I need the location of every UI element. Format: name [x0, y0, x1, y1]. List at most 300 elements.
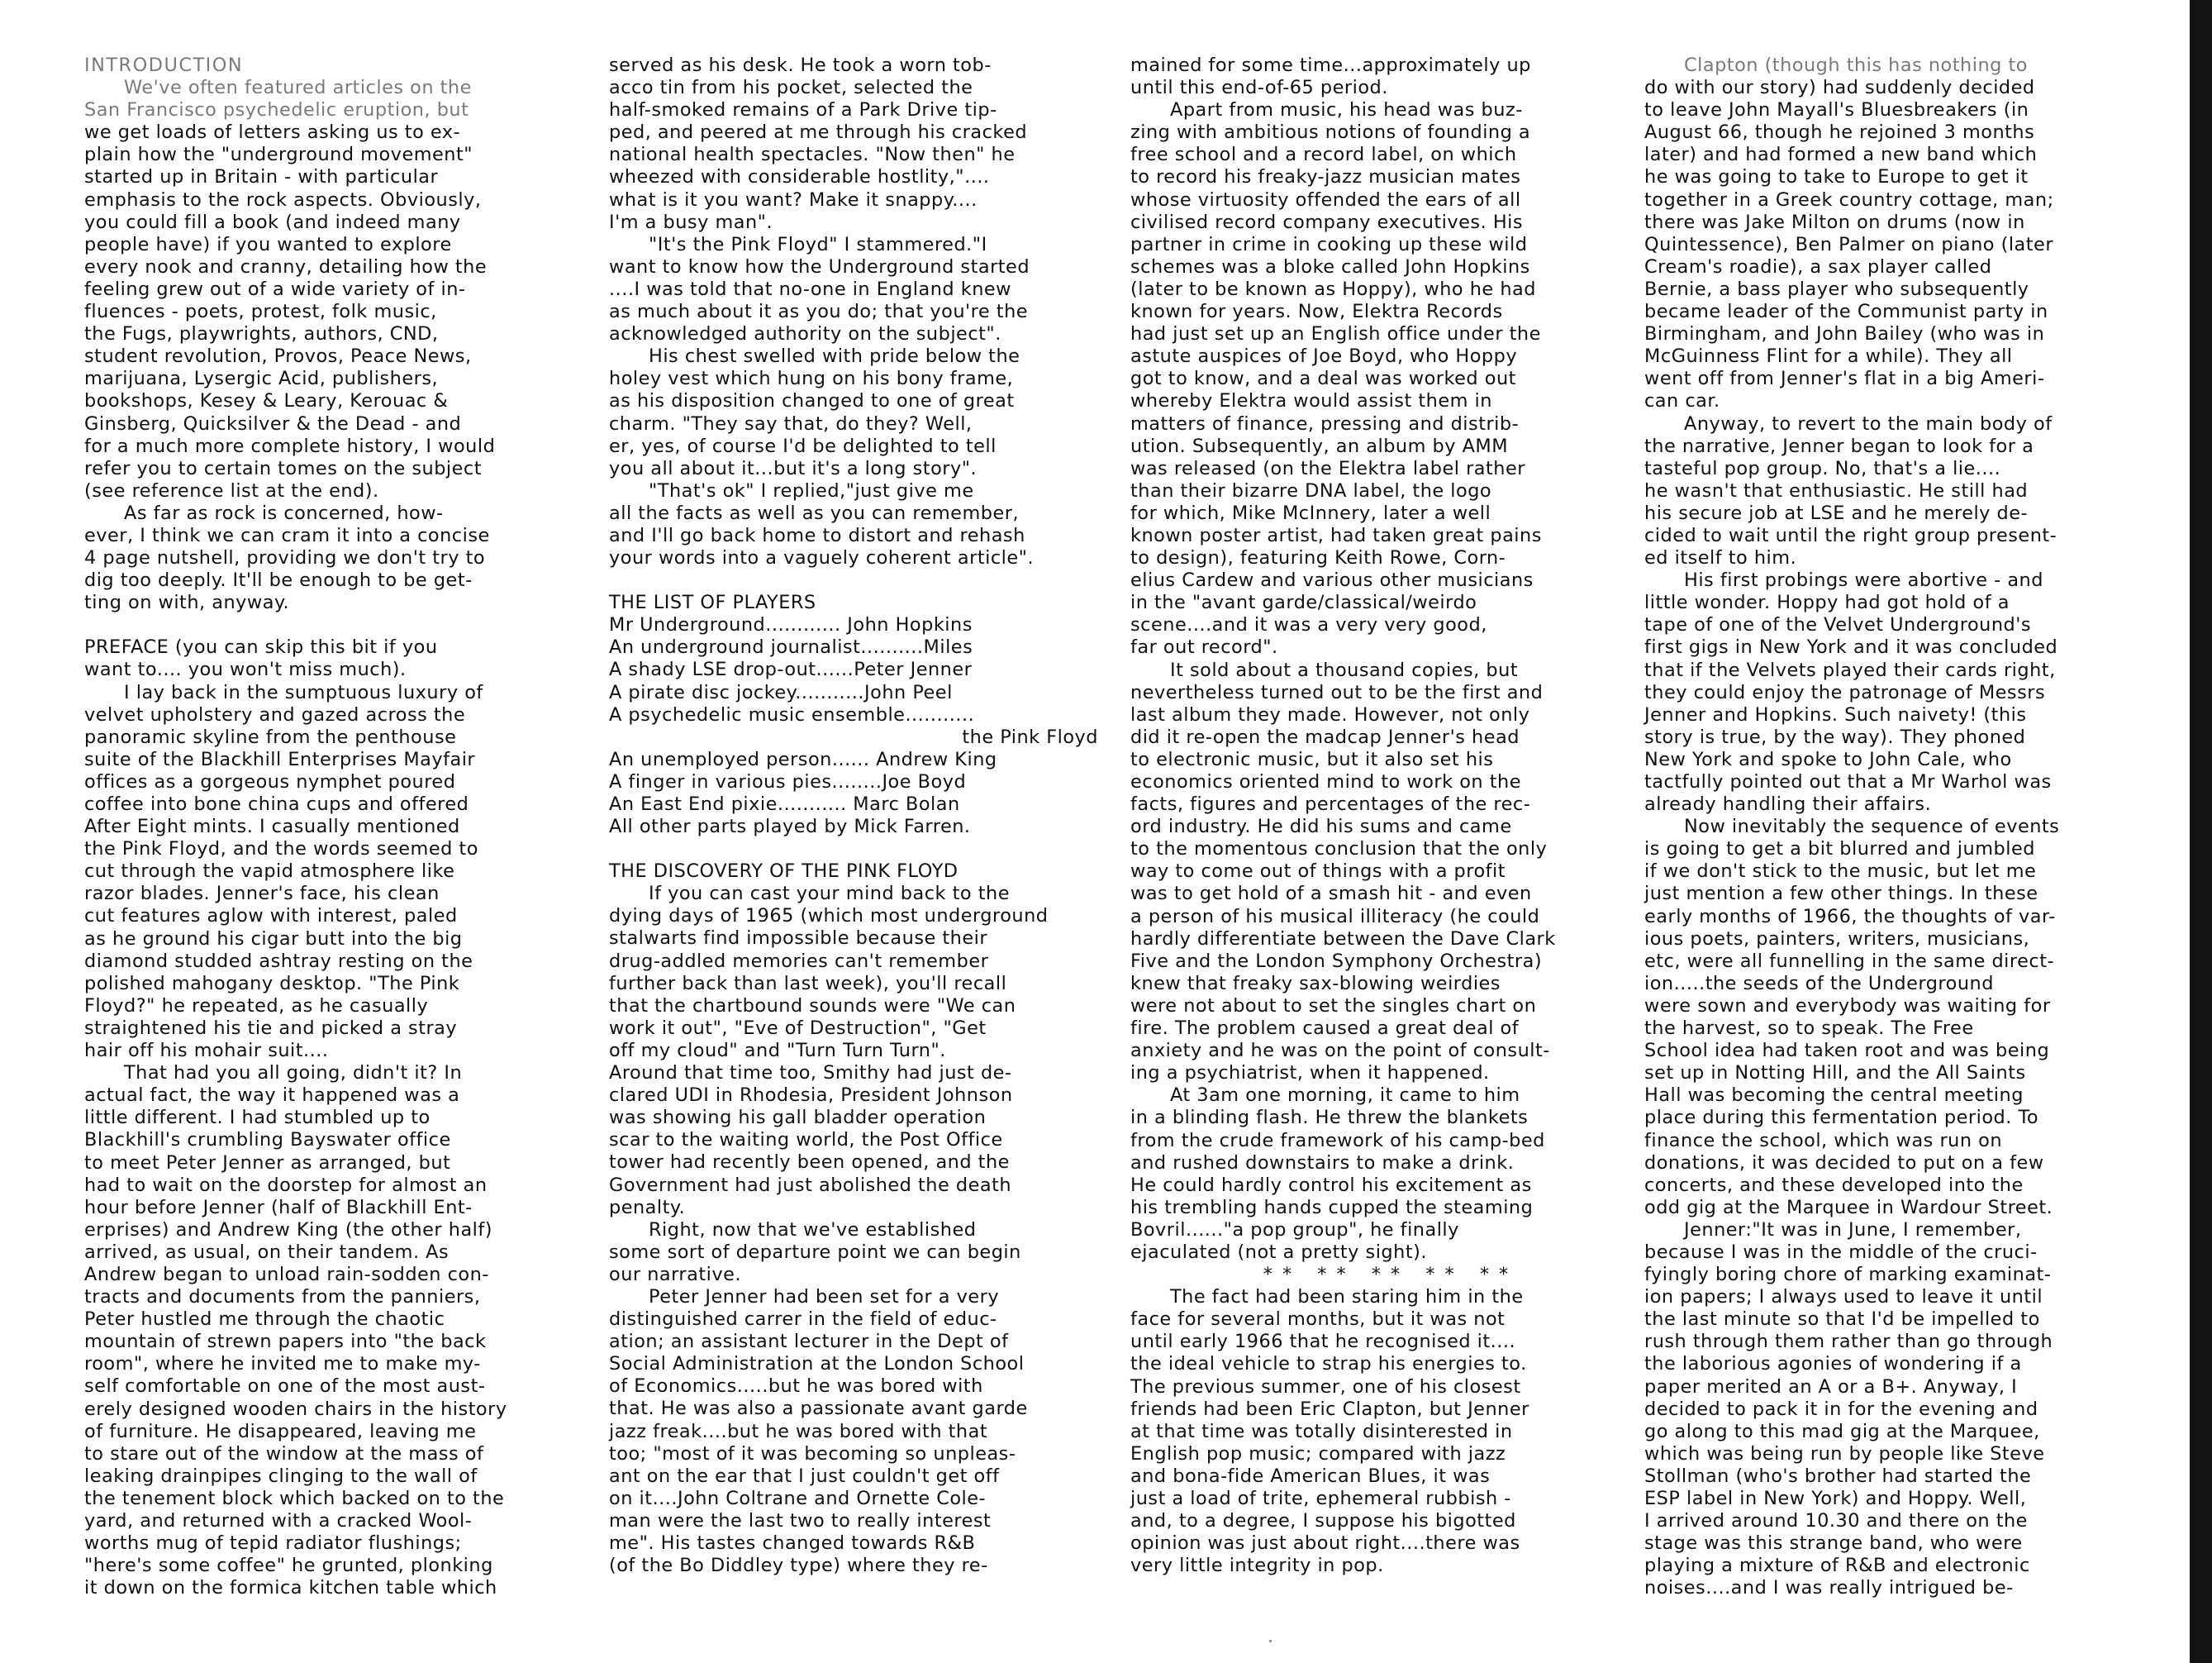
text-line: Quintessence), Ben Palmer on piano (later — [1644, 233, 2054, 255]
text-line: paper merited an A or a B+. Anyway, I — [1644, 1375, 2018, 1398]
text-line: than their bizarre DNA label, the logo — [1130, 479, 1492, 502]
text-line: rush through them rather than go through — [1644, 1331, 2053, 1353]
text-line: anxiety and he was on the point of consult- — [1130, 1040, 1550, 1062]
text-line: did it re-open the madcap Jenner's head — [1130, 726, 1520, 748]
text-line: civilised record company executives. His — [1130, 211, 1524, 233]
text-line: ious poets, painters, writers, musicians, — [1644, 927, 2030, 950]
column-1 — [84, 55, 605, 1599]
text-line: that the chartbound sounds were "We can — [609, 994, 1016, 1017]
text-line: School idea had taken root and was being — [1644, 1040, 2050, 1062]
text-line: had to wait on the doorstep for almost an — [84, 1174, 488, 1196]
text-line: want to.... you won't miss much). — [84, 659, 407, 681]
text-line: to leave John Mayall's Bluesbreakers (in — [1644, 99, 2029, 122]
text-line: started up in Britain - with particular — [84, 166, 439, 188]
text-line: had just set up an English office under the — [1130, 323, 1541, 345]
text-line: the laborious agonies of wondering if a — [1644, 1353, 2022, 1375]
text-line: "here's some coffee" he grunted, plonking — [84, 1555, 493, 1577]
text-line: because I was in the middle of the cruci- — [1644, 1241, 2038, 1263]
text-line: got to know, and a deal was worked out — [1130, 368, 1516, 390]
list-item-continued: the Pink Floyd — [962, 726, 1098, 748]
text-line: can car. — [1644, 390, 1720, 412]
text-line: we get loads of letters asking us to ex- — [84, 122, 461, 144]
text-line: New York and spoke to John Cale, who — [1644, 748, 2012, 770]
text-line: noises....and I was really intrigued be- — [1644, 1577, 2014, 1599]
text-line: go along to this mad gig at the Marquee, — [1644, 1420, 2040, 1442]
text-line: worths mug of tepid radiator flushings; — [84, 1532, 462, 1555]
scan-speck — [1269, 1640, 1272, 1642]
list-item: All other parts played by Mick Farren. — [609, 816, 971, 838]
text-line: way to come out of things with a profit — [1130, 860, 1506, 883]
text-line: McGuinness Flint for a while). They all — [1644, 345, 2013, 368]
text-line: stalwarts find impossible because their — [609, 927, 988, 950]
text-line: Clapton (though this has nothing to — [1684, 55, 2028, 76]
chest-paragraph — [609, 345, 1130, 480]
text-line: off my cloud" and "Turn Turn Turn". — [609, 1039, 946, 1061]
text-line: Bovril......"a pop group", he finally — [1130, 1218, 1459, 1241]
text-line: opinion was just about right....there was — [1130, 1532, 1520, 1555]
text-line: tasteful pop group. No, that's a lie.... — [1644, 457, 2001, 479]
text-line: it down on the formica kitchen table which — [84, 1577, 497, 1599]
text-line: Birmingham, and John Bailey (who was in — [1644, 323, 2045, 345]
text-line: San Francisco psychedelic eruption, but — [84, 99, 469, 122]
text-line: story is true, by the way). They phoned — [1644, 726, 2026, 748]
text-line: the last minute so that I'd be impelled to — [1644, 1308, 2040, 1331]
text-line: became leader of the Communist party in — [1644, 301, 2048, 323]
preface-heading — [84, 636, 605, 681]
text-line: ord industry. He did his sums and came — [1130, 816, 1512, 838]
text-line: is going to get a bit blurred and jumbled — [1644, 838, 2035, 860]
text-line: "It's the Pink Floyd" I stammered."I — [649, 233, 987, 255]
text-line: the Pink Floyd, and the words seemed to — [84, 838, 478, 860]
text-line: later) and had formed a new band which — [1644, 144, 2038, 166]
text-line: whose virtuosity offended the ears of all — [1130, 188, 1521, 211]
text-line: Peter hustled me through the chaotic — [84, 1308, 445, 1331]
text-line: little wonder. Hoppy had got hold of a — [1644, 592, 2010, 614]
text-line: little different. I had stumbled up to — [84, 1107, 431, 1129]
text-line: ant on the ear that I just couldn't get off — [609, 1465, 1000, 1487]
text-line: in the "avant garde/classical/weirdo — [1130, 592, 1477, 614]
players-list — [609, 614, 1130, 838]
mained-paragraph — [1130, 55, 1651, 99]
text-line: dig too deeply. It'll be enough to be get- — [84, 569, 473, 592]
text-line: Five and the London Symphony Orchestra) — [1130, 950, 1543, 972]
text-line: August 66, though he rejoined 3 months — [1644, 122, 2035, 144]
text-line: on it....John Coltrane and Ornette Cole- — [609, 1487, 987, 1509]
text-line: Government had just abolished the death — [609, 1174, 1012, 1196]
text-line: ESP label in New York) and Hoppy. Well, — [1644, 1488, 2027, 1509]
text-line: acknowledged authority on the subject". — [609, 323, 1001, 345]
text-line: donations, it was decided to put on a few — [1644, 1151, 2044, 1174]
text-line: Anyway, to revert to the main body of — [1684, 412, 2053, 435]
text-line: holey vest which hung on his bony frame, — [609, 368, 1014, 390]
right-paragraph — [609, 1219, 1130, 1286]
text-line: and I'll go back home to distort and rehash — [609, 524, 1025, 546]
text-line: of furniture. He disappeared, leaving me — [84, 1420, 477, 1442]
text-line: fyingly boring chore of marking examinat- — [1644, 1264, 2052, 1286]
text-line: for which, Mike McInnery, later a well — [1130, 502, 1491, 524]
text-line: odd gig at the Marquee in Wardour Street. — [1644, 1196, 2053, 1218]
text-line: your words into a vaguely coherent article". — [609, 547, 1035, 569]
text-line: just mention a few other things. In these — [1644, 883, 2038, 905]
text-line: Jenner:"It was in June, I remember, — [1684, 1218, 2022, 1241]
text-line: want to know how the Underground started — [609, 255, 1030, 278]
text-line: diamond studded ashtray resting on the — [84, 950, 473, 972]
text-line: was released (on the Elektra label rather — [1130, 457, 1525, 479]
text-line: Hall was becoming the central meeting — [1644, 1084, 2024, 1107]
text-line: arrived, as usual, on their tandem. As — [84, 1241, 450, 1263]
text-line: leaking drainpipes clinging to the wall of — [84, 1465, 478, 1487]
text-line: erprises) and Andrew King (the other half) — [84, 1218, 493, 1241]
rock-paragraph — [84, 503, 605, 614]
text-line: to record his freaky-jazz musician mates — [1130, 166, 1521, 188]
text-line: Peter Jenner had been set for a very — [649, 1285, 1000, 1308]
text-line: razor blades. Jenner's face, his clean — [84, 883, 440, 905]
text-line: far out record". — [1130, 636, 1278, 659]
text-line: to electronic music, but it also set his — [1130, 748, 1494, 770]
text-line: work it out", "Eve of Destruction", "Get — [609, 1017, 987, 1039]
text-line: After Eight mints. I casually mentioned — [84, 816, 460, 838]
text-line: I'm a busy man". — [609, 211, 773, 233]
text-line: if we don't stick to the music, but let me — [1644, 860, 2037, 883]
text-line: Jenner and Hopkins. Such naivety! (this — [1644, 703, 2027, 726]
text-line: drug-addled memories can't remember — [609, 950, 989, 972]
text-line: jazz freak....but he was bored with that — [609, 1420, 988, 1442]
text-line: ped, and peered at me through his cracked — [609, 122, 1028, 144]
text-line: He could hardly control his excitement as — [1130, 1174, 1532, 1196]
text-line: marijuana, Lysergic Acid, publishers, — [84, 368, 439, 390]
text-line: velvet upholstery and gazed across the — [84, 703, 466, 726]
list-item: A pirate disc jockey...........John Peel — [609, 681, 953, 703]
text-line: feeling grew out of a wide variety of in- — [84, 278, 466, 300]
text-line: Andrew began to unload rain-sodden con- — [84, 1263, 489, 1285]
text-line: Cream's roadie), a sax player called — [1644, 255, 1992, 278]
text-line: he wasn't that enthusiastic. He still had — [1644, 479, 2029, 502]
text-line: panoramic skyline from the penthouse — [84, 726, 457, 748]
text-line: actual fact, the way it happened was a — [84, 1084, 460, 1107]
text-line: The fact had been staring him in the — [1170, 1286, 1524, 1308]
text-line: playing a mixture of R&B and electronic — [1644, 1555, 2030, 1577]
text-line: together in a Greek country cottage, man; — [1644, 188, 2054, 211]
text-line: fluences - poets, protest, folk music, — [84, 301, 437, 323]
text-line: It sold about a thousand copies, but — [1170, 659, 1519, 681]
text-line: his secure job at LSE and he merely de- — [1644, 502, 2029, 524]
text-line: every nook and cranny, detailing how the — [84, 255, 488, 278]
text-line: PREFACE (you can skip this bit if you — [84, 636, 438, 659]
text-line: the Fugs, playwrights, authors, CND, — [84, 323, 439, 345]
text-line: distinguished carrer in the field of educ- — [609, 1308, 997, 1331]
apart-paragraph — [1130, 99, 1651, 659]
text-line: His chest swelled with pride below the — [649, 345, 1020, 368]
text-line: tape of one of the Velvet Underground's — [1644, 614, 2032, 636]
text-line: too; "most of it was becoming so unpleas- — [609, 1442, 1016, 1465]
text-line: hair off his mohair suit.... — [84, 1040, 329, 1062]
players-heading: THE LIST OF PLAYERS — [609, 592, 816, 614]
text-line: a person of his musical illiteracy (he could — [1130, 905, 1540, 927]
text-line: set up in Notting Hill, and the All Saints — [1644, 1062, 2026, 1084]
text-line: the harvest, so to speak. The Free — [1644, 1017, 1974, 1040]
text-line: last album they made. However, not only — [1130, 703, 1530, 726]
list-item: A shady LSE drop-out......Peter Jenner — [609, 659, 973, 681]
text-line: His first probings were abortive - and — [1684, 569, 2043, 592]
text-line: economics oriented mind to work on the — [1130, 771, 1521, 793]
flash-paragraph — [1130, 1084, 1651, 1264]
text-line: ation; an assistant lecturer in the Dept of — [609, 1331, 1009, 1353]
list-item: A psychedelic music ensemble........... — [609, 703, 975, 726]
text-line: Bernie, a bass player who subsequently — [1644, 278, 2029, 300]
text-line: as much about it as you do; that you're the — [609, 301, 1029, 323]
peter-paragraph — [609, 1286, 1130, 1577]
text-line: was showing his gall bladder operation — [609, 1107, 987, 1129]
text-line: to meet Peter Jenner as arranged, but — [84, 1151, 451, 1174]
text-line: plain how the "underground movement" — [84, 144, 473, 166]
intro-paragraph — [84, 77, 605, 503]
list-item: A finger in various pies........Joe Boyd — [609, 770, 967, 793]
text-line: to design), featuring Keith Rowe, Corn- — [1130, 547, 1506, 569]
text-line: 4 page nutshell, providing we don't try to — [84, 547, 486, 569]
text-line: already handling their affairs. — [1644, 793, 1932, 816]
lay-paragraph — [84, 682, 605, 1063]
text-line: national health spectacles. "Now then" he — [609, 144, 1016, 166]
fact-paragraph — [1130, 1286, 1651, 1577]
text-line: refer you to certain tomes on the subject — [84, 457, 483, 479]
text-line: decided to pack it in for the evening and — [1644, 1398, 2038, 1420]
text-line: polished mahogany desktop. "The Pink — [84, 972, 460, 994]
text-line: ing a psychiatrist, when it happened. — [1130, 1062, 1490, 1084]
text-line: stage was this strange band, who were — [1644, 1532, 2023, 1555]
text-line: student revolution, Provos, Peace News, — [84, 345, 472, 368]
text-line: suite of the Blackhill Enterprises Mayfair — [84, 748, 476, 770]
text-line: Right, now that we've established — [649, 1218, 977, 1241]
intro-heading: INTRODUCTION — [84, 55, 244, 76]
text-line: our narrative. — [609, 1263, 742, 1285]
text-line: mained for some time...approximately up — [1130, 55, 1531, 76]
text-line: tactfully pointed out that a Mr Warhol was — [1644, 771, 2052, 793]
text-line: early months of 1966, the thoughts of var- — [1644, 905, 2056, 927]
text-line: first gigs in New York and it was concluded — [1644, 636, 2058, 659]
text-line: penalty. — [609, 1196, 686, 1218]
text-line: hour before Jenner (half of Blackhill Ent- — [84, 1196, 473, 1218]
text-line: ejaculated (not a pretty sight). — [1130, 1241, 1427, 1263]
text-line: The previous summer, one of his closest — [1130, 1375, 1521, 1398]
text-line: room", where he invited me to make my- — [84, 1353, 481, 1375]
text-line: as his disposition changed to one of great — [609, 390, 1015, 412]
text-line: hardly differentiate between the Dave Clark — [1130, 927, 1556, 950]
text-line: went off from Jenner's flat in a big Ameri- — [1644, 368, 2045, 390]
text-line: nevertheless turned out to be the first and — [1130, 681, 1544, 703]
text-line: cided to wait until the right group present- — [1644, 524, 2057, 546]
text-line: me". His tastes changed towards R&B — [609, 1532, 976, 1554]
text-line: ....I was told that no-one in England knew — [609, 278, 1011, 300]
text-line: known for years. Now, Elektra Records — [1130, 301, 1503, 323]
text-line: and bona-fide American Blues, it was — [1130, 1465, 1491, 1487]
text-line: ever, I think we can cram it into a concise — [84, 524, 490, 546]
text-line: finance the school, which was run on — [1644, 1129, 2003, 1151]
text-line: ting on with, anyway. — [84, 592, 290, 614]
text-line: clared UDI in Rhodesia, President Johnson — [609, 1084, 1013, 1107]
text-line: the ideal vehicle to strap his energies to. — [1130, 1353, 1527, 1375]
text-line: charm. "They say that, do they? Well, — [609, 412, 973, 435]
text-line: cut through the vapid atmosphere like — [84, 860, 455, 883]
text-line: friends had been Eric Clapton, but Jenner — [1130, 1398, 1529, 1420]
text-line: offices as a gorgeous nymphet poured — [84, 770, 456, 793]
text-line: face for several months, but it was not — [1130, 1308, 1506, 1331]
column-4 — [1644, 55, 2165, 1599]
text-line: were sown and everybody was waiting for — [1644, 994, 2051, 1017]
text-line: yard, and returned with a cracked Wool- — [84, 1510, 473, 1532]
text-line: straightened his tie and picked a stray — [84, 1017, 458, 1039]
text-line: Apart from music, his head was buz- — [1170, 99, 1523, 122]
text-line: coffee into bone china cups and offered — [84, 793, 469, 815]
text-line: bookshops, Kesey & Leary, Kerouac & — [84, 390, 449, 412]
text-line: er, yes, of course I'd be delighted to tell — [609, 435, 997, 457]
text-line: emphasis to the rock aspects. Obviously, — [84, 188, 482, 211]
text-line: at that time was totally disinterested in — [1130, 1420, 1513, 1442]
text-line: schemes was a bloke called John Hopkins — [1130, 255, 1530, 278]
text-line: Social Administration at the London School — [609, 1353, 1025, 1375]
text-line: in a blinding flash. He threw the blankets — [1130, 1107, 1529, 1129]
now-paragraph — [1644, 816, 2165, 1219]
text-line: were not about to set the singles chart on — [1130, 994, 1537, 1017]
text-line: wheezed with considerable hostlity,".... — [609, 166, 990, 188]
floyd-paragraph — [609, 234, 1130, 345]
text-line: free school and a record label, on which — [1130, 144, 1517, 166]
text-line: to the momentous conclusion that the only — [1130, 838, 1548, 860]
text-line: as he ground his cigar butt into the big — [84, 927, 463, 950]
text-line: some sort of departure point we can begin — [609, 1241, 1021, 1263]
list-item: Mr Underground............ John Hopkins — [609, 614, 973, 636]
ok-paragraph — [609, 480, 1130, 569]
text-line: dying days of 1965 (which most underground — [609, 905, 1049, 927]
text-line: fire. The problem caused a great deal of — [1130, 1017, 1520, 1040]
text-line: what is it you want? Make it snappy.... — [609, 188, 978, 211]
text-line: At 3am one morning, it came to him — [1170, 1084, 1520, 1107]
text-line: knew that freaky sax-blowing weirdies — [1130, 972, 1501, 994]
text-line: erely designed wooden chairs in the history — [84, 1398, 507, 1420]
going-paragraph — [84, 1062, 605, 1599]
text-line: the narrative, Jenner began to look for a — [1644, 435, 2034, 457]
list-item: An unemployed person...... Andrew King — [609, 748, 997, 770]
text-line: scene....and it was a very very good, — [1130, 614, 1487, 636]
text-line: and rushed downstairs to make a drink. — [1130, 1151, 1515, 1174]
text-line: Stollman (who's brother had started the — [1644, 1465, 2032, 1487]
text-line: that. He was also a passionate avant garde — [609, 1398, 1028, 1420]
text-line: Ginsberg, Quicksilver & the Dead - and — [84, 412, 462, 435]
text-line: (later to be known as Hoppy), who he had — [1130, 278, 1536, 300]
text-line: I arrived around 10.30 and there on the — [1644, 1510, 2028, 1532]
text-line: further back than last week), you'll recall — [609, 972, 1007, 994]
text-line: self comfortable on one of the most aust- — [84, 1375, 486, 1398]
text-line: facts, figures and percentages of the rec- — [1130, 793, 1531, 816]
text-line: matters of finance, pressing and distrib- — [1130, 412, 1520, 435]
text-line: ed itself to him. — [1644, 547, 1797, 569]
text-line: they could enjoy the patronage of Messrs — [1644, 681, 2046, 703]
section-break-stars: ** ** ** ** ** — [1263, 1264, 1519, 1286]
text-line: cut features aglow with interest, paled — [84, 905, 458, 927]
text-line: zing with ambitious notions of founding a — [1130, 122, 1531, 144]
text-line: That had you all going, didn't it? In — [124, 1062, 463, 1084]
text-line: partner in crime in cooking up these wild — [1130, 233, 1528, 255]
text-line: until early 1966 that he recognised it.... — [1130, 1331, 1516, 1353]
text-line: there was Jake Milton on drums (now in — [1644, 211, 2025, 233]
sold-paragraph — [1130, 660, 1651, 1085]
list-item: An underground journalist..........Miles — [609, 636, 973, 659]
text-line: do with our story) had suddenly decided — [1644, 77, 2035, 99]
text-line: Around that time too, Smithy had just de- — [609, 1062, 1012, 1084]
column-2 — [609, 55, 1130, 1577]
text-line: Blackhill's crumbling Bayswater office — [84, 1129, 451, 1151]
text-line: known poster artist, had taken great pains — [1130, 524, 1542, 546]
text-line: etc, were all funnelling in the same direct- — [1644, 950, 2055, 972]
text-line: of Economics.....but he was bored with — [609, 1375, 983, 1398]
text-line: people have) if you wanted to explore — [84, 233, 452, 255]
text-line: astute auspices of Joe Boyd, who Hoppy — [1130, 345, 1518, 368]
text-line: from the crude framework of his camp-bed — [1130, 1129, 1545, 1151]
text-line: you could fill a book (and indeed many — [84, 211, 461, 233]
text-line: scar to the waiting world, the Post Office — [609, 1129, 1003, 1151]
text-line: tracts and documents from the panniers, — [84, 1286, 481, 1308]
text-line: We've often featured articles on the — [124, 77, 472, 99]
text-line: his trembling hands cupped the steaming — [1130, 1196, 1534, 1218]
text-line: he was going to take to Europe to get it — [1644, 166, 2029, 188]
text-line: that if the Velvets played their cards right, — [1644, 659, 2056, 681]
text-line: and, to a degree, I suppose his bigotted — [1130, 1510, 1516, 1532]
text-line: ution. Subsequently, an album by AMM — [1130, 435, 1509, 457]
text-line: for a much more complete history, I would — [84, 435, 496, 457]
anyway-paragraph — [1644, 413, 2165, 570]
text-line: whereby Elektra would assist them in — [1130, 390, 1492, 412]
text-line: As far as rock is concerned, how- — [124, 502, 444, 524]
text-line: I lay back in the sumptuous luxury of — [124, 681, 483, 703]
clapton-paragraph — [1644, 55, 2165, 413]
text-line: to stare out of the window at the mass of — [84, 1442, 484, 1465]
text-line: mountain of strewn papers into "the back — [84, 1331, 487, 1353]
discovery-heading: THE DISCOVERY OF THE PINK FLOYD — [609, 860, 959, 883]
cast-paragraph — [609, 883, 1130, 1218]
text-line: elius Cardew and various other musicians — [1130, 569, 1534, 592]
text-line: you all about it...but it's a long story". — [609, 457, 978, 479]
text-line: Now inevitably the sequence of events — [1684, 816, 2060, 838]
text-line: all the facts as well as you can remember, — [609, 502, 1020, 524]
text-line: (of the Bo Diddley type) where they re- — [609, 1555, 988, 1577]
text-line: (see reference list at the end). — [84, 479, 379, 502]
scan-edge — [2190, 0, 2212, 1663]
text-line: the tenement block which backed on to the — [84, 1487, 505, 1509]
text-line: which was being run by people like Steve — [1644, 1442, 2045, 1465]
text-line: English pop music; compared with jazz — [1130, 1442, 1506, 1465]
text-line: Floyd?" he repeated, as he casually — [84, 994, 429, 1017]
text-line: half-smoked remains of a Park Drive tip- — [609, 99, 997, 122]
text-line: "That's ok" I replied,"just give me — [649, 479, 974, 502]
desk-paragraph — [609, 55, 1130, 234]
jenner-paragraph — [1644, 1219, 2165, 1600]
text-line: place during this fermentation period. To — [1644, 1107, 2039, 1129]
text-line: concerts, and these developed into the — [1644, 1174, 2024, 1196]
probing-paragraph — [1644, 569, 2165, 816]
text-line: ion.....the seeds of the Underground — [1644, 972, 1994, 994]
text-line: was to get hold of a smash hit - and even — [1130, 883, 1532, 905]
column-3 — [1130, 55, 1651, 1577]
text-line: man were the last two to really interest — [609, 1509, 992, 1532]
text-line: acco tin from his pocket, selected the — [609, 77, 973, 99]
text-line: tower had recently been opened, and the — [609, 1151, 1010, 1174]
text-line: ion papers; I always used to leave it until — [1644, 1286, 2043, 1308]
text-line: until this end-of-65 period. — [1130, 77, 1388, 99]
list-item: An East End pixie........... Marc Bolan — [609, 793, 960, 815]
text-line: If you can cast your mind back to the — [649, 883, 1010, 905]
text-line: very little integrity in pop. — [1130, 1555, 1384, 1577]
text-line: just a load of trite, ephemeral rubbish - — [1130, 1488, 1511, 1509]
text-line: served as his desk. He took a worn tob- — [609, 55, 992, 76]
